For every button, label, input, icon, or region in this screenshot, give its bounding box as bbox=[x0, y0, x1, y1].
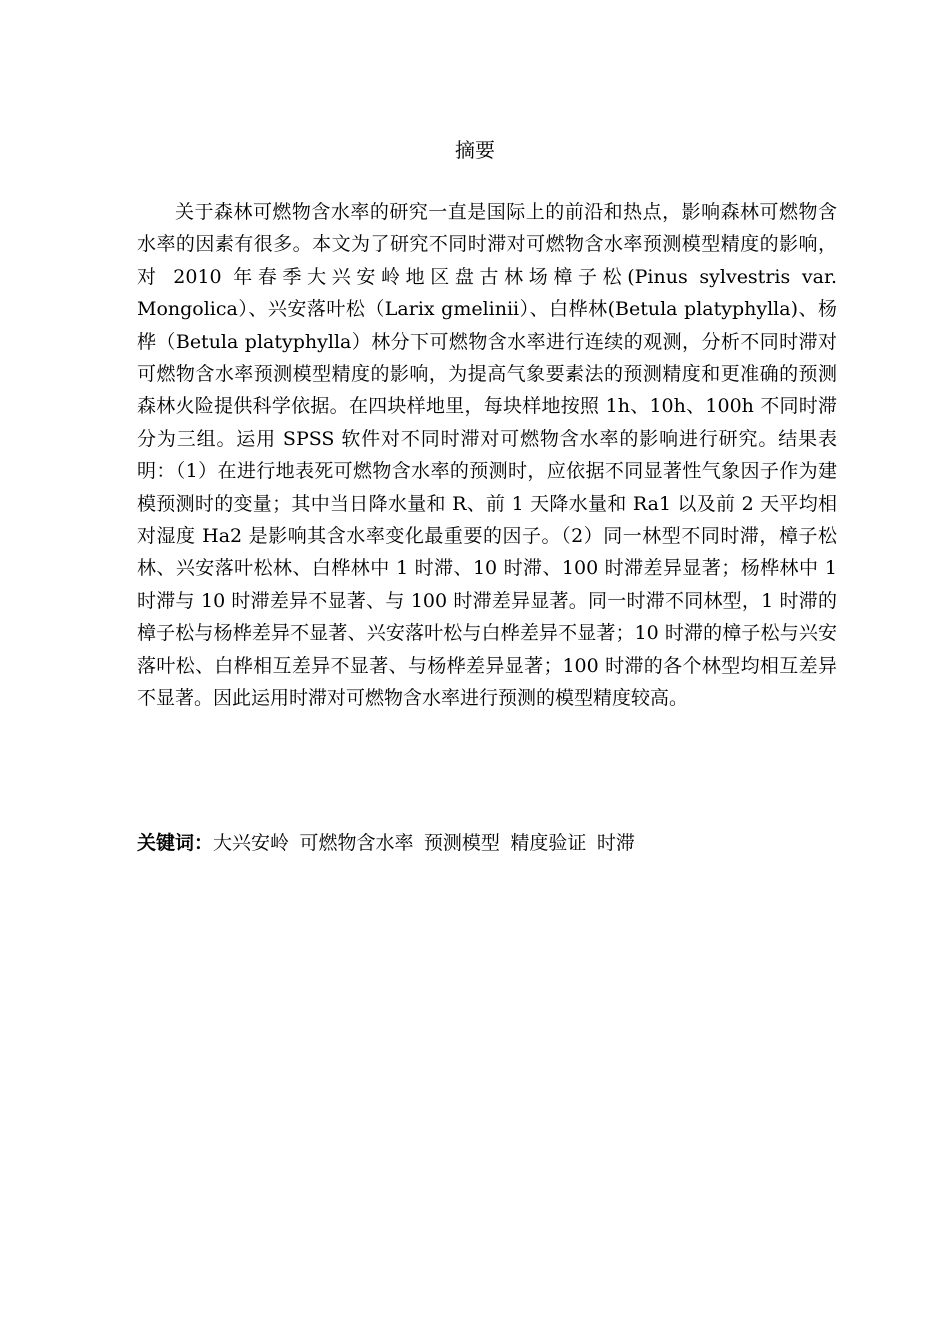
keyword-item: 精度验证 bbox=[510, 832, 587, 854]
abstract-paragraph: 关于森林可燃物含水率的研究一直是国际上的前沿和热点，影响森林可燃物含水率的因素有很多。本文为了研究不同时滞对可燃物含水率预测模型精度的影响，对 2010 年春季大兴安岭地区盘古林场樟子松(Pinus sylvestris var. Mongolica）、兴安落叶松（Larix gmelinii）、白桦林(Betula platyphylla)、杨桦（Betula platyphylla）林分下可燃物含水率进行连续的观测，分析不同时滞对可燃物含水率预测模型精度的影响，为提高气象要素法的预测精度和更准确的预测森林火险提供科学依据。在四块样地里，每块样地按照 1h、10h、100h 不同时滞分为三组。运用 SPSS 软件对不同时滞对可燃物含水率的影响进行研究。结果表明：（1）在进行地表死可燃物含水率的预测时，应依据不同显著性气象因子作为建模预测时的变量；其中当日降水量和 R、前 1 天降水量和 Ra1 以及前 2 天平均相对湿度 Ha2 是影响其含水率变化最重要的因子。（2）同一林型不同时滞，樟子松林、兴安落叶松林、白桦林中 1 时滞、10 时滞、100 时滞差异显著；杨桦林中 1 时滞与 10 时滞差异不显著、与 100 时滞差异显著。同一时滞不同林型，1 时滞的樟子松与杨桦差异不显著、兴安落叶松与白桦差异不显著；10 时滞的樟子松与兴安落叶松、白桦相互差异不显著、与杨桦差异显著；100 时滞的各个林型均相互差异不显著。因此运用时滞对可燃物含水率进行预测的模型精度较高。 bbox=[137, 201, 837, 710]
keyword-item: 大兴安岭 bbox=[213, 832, 290, 854]
abstract-title: 摘要 bbox=[455, 138, 495, 162]
keyword-item: 预测模型 bbox=[423, 832, 500, 854]
keywords-line bbox=[137, 828, 857, 858]
keyword-item: 时滞 bbox=[596, 832, 635, 854]
keywords-label: 关键词： bbox=[137, 832, 214, 854]
keyword-item: 可燃物含水率 bbox=[299, 832, 414, 854]
